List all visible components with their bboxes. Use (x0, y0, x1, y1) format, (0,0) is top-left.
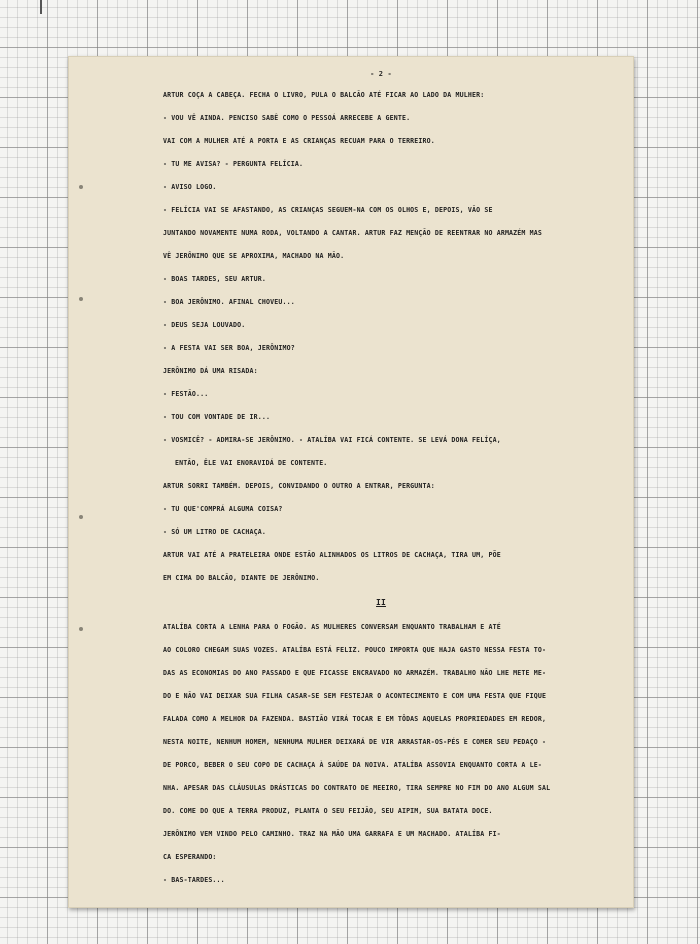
text-line: NESTA NOITE, NENHUM HOMEM, NENHUMA MULHER DEIXARÁ DE VIR ARRASTAR-OS-PÉS E COMER SEU PEDAÇO - (163, 737, 547, 746)
text-line: DO E NÃO VAI DEIXAR SUA FILHA CASAR-SE SEM FESTEJAR O ACONTECIMENTO E COM UMA FESTA QUE FIQUE (163, 691, 547, 700)
text-line: ENTÃO, ÊLE VAI ENORAVIDÁ DE CONTENTE. (175, 459, 328, 468)
section-heading: II (376, 598, 386, 608)
text-line: FALADA COMO A MELHOR DA FAZENDA. BASTIÃO VIRÁ TOCAR E EM TÔDAS AQUELAS PROPRIEDADES EM REDOR, (163, 714, 547, 723)
text-line: - DEUS SEJA LOUVADO. (163, 321, 246, 330)
punch-hole (79, 627, 83, 631)
punch-hole (79, 185, 83, 189)
text-line: VAI COM A MULHER ATÉ A PORTA E AS CRIANÇAS RECUAM PARA O TERREIRO. (163, 137, 435, 146)
corner-mark (40, 0, 42, 14)
punch-hole (79, 515, 83, 519)
text-line: JUNTANDO NOVAMENTE NUMA RODA, VOLTANDO A CANTAR. ARTUR FAZ MENÇÃO DE REENTRAR NO ARMAZÉM MAS (163, 229, 543, 238)
text-line: - TOU COM VONTADE DE IR... (163, 413, 271, 422)
text-line: - VOU VÊ AINDA. PENCISO SABÊ COMO O PESSOÁ ARRECEBE A GENTE. (163, 114, 411, 123)
text-line: DAS AS ECONOMIAS DO ANO PASSADO E QUE FICASSE ENCRAVADO NO ARMAZÉM. TRABALHO NÃO LHE METE ME- (163, 668, 547, 677)
text-line: EM CIMA DO BALCÃO, DIANTE DE JERÔNIMO. (163, 574, 320, 583)
text-line: - BOA JERÔNIMO. AFINAL CHOVEU... (163, 298, 295, 307)
text-line: ARTUR VAI ATÉ A PRATELEIRA ONDE ESTÃO ALINHADOS OS LITROS DE CACHAÇA, TIRA UM, PÕE (163, 551, 501, 560)
text-line: - VOSMICÊ? - ADMIRA-SE JERÔNIMO. - ATALÍBA VAI FICÁ CONTENTE. SE LEVÁ DONA FELÍÇA, (163, 436, 501, 445)
typewritten-page (68, 56, 634, 908)
text-line: - BOAS TARDES, SEU ARTUR. (163, 275, 266, 284)
text-line: - SÓ UM LITRO DE CACHAÇA. (163, 528, 266, 537)
text-line: NHA. APESAR DAS CLÁUSULAS DRÁSTICAS DO CONTRATO DE MEEIRO, TIRA SEMPRE NO FIM DO ANO ALGUM SAL (163, 783, 551, 792)
text-line: ARTUR COÇA A CABEÇA. FECHA O LIVRO, PULA O BALCÃO ATÉ FICAR AO LADO DA MULHER: (163, 91, 485, 100)
text-line: - TU QUE'COMPRÁ ALGUMA COISA? (163, 505, 283, 514)
text-line: - FESTÃO... (163, 390, 209, 399)
text-line: ARTUR SORRI TAMBÉM. DEPOIS, CONVIDANDO O OUTRO A ENTRAR, PERGUNTA: (163, 482, 435, 491)
text-line: ATALÍBA CORTA A LENHA PARA O FOGÃO. AS MULHERES CONVERSAM ENQUANTO TRABALHAM E ATÉ (163, 622, 501, 631)
page-number: - 2 - (370, 70, 392, 78)
text-line: VÊ JERÔNIMO QUE SE APROXIMA, MACHADO NA MÃO. (163, 252, 345, 261)
page-content (163, 69, 599, 886)
text-line: DE PORCO, BEBER O SEU COPO DE CACHAÇA À SAÚDE DA NOIVA. ATALÍBA ASSOVIA ENQUANTO CORTA A LE- (163, 760, 543, 769)
text-line: JERÔNIMO VEM VINDO PELO CAMINHO. TRAZ NA MÃO UMA GARRAFA E UM MACHADO. ATALÍBA FI- (163, 829, 501, 838)
text-line: CA ESPERANDO: (163, 852, 217, 861)
text-line: - FELÍCIA VAI SE AFASTANDO, AS CRIANÇAS SEGUEM-NA COM OS OLHOS E, DEPOIS, VÃO SE (163, 206, 493, 215)
text-line: - BAS-TARDES... (163, 875, 225, 884)
text-line: - TU ME AVISA? - PERGUNTA FELÍCIA. (163, 160, 304, 169)
text-line: DO. COME DO QUE A TERRA PRODUZ, PLANTA O SEU FEIJÃO, SEU AIPIM, SUA BATATA DOCE. (163, 806, 493, 815)
text-line: - A FESTA VAI SER BOA, JERÔNIMO? (163, 344, 295, 353)
text-line: AO COLORO CHEGAM SUAS VOZES. ATALÍBA ESTÁ FELIZ. POUCO IMPORTA QUE HAJA GASTO NESSA FESTA TO- (163, 645, 547, 654)
punch-hole (79, 297, 83, 301)
text-line: - AVISO LOGO. (163, 183, 217, 192)
text-line: JERÔNIMO DÁ UMA RISADA: (163, 367, 258, 376)
